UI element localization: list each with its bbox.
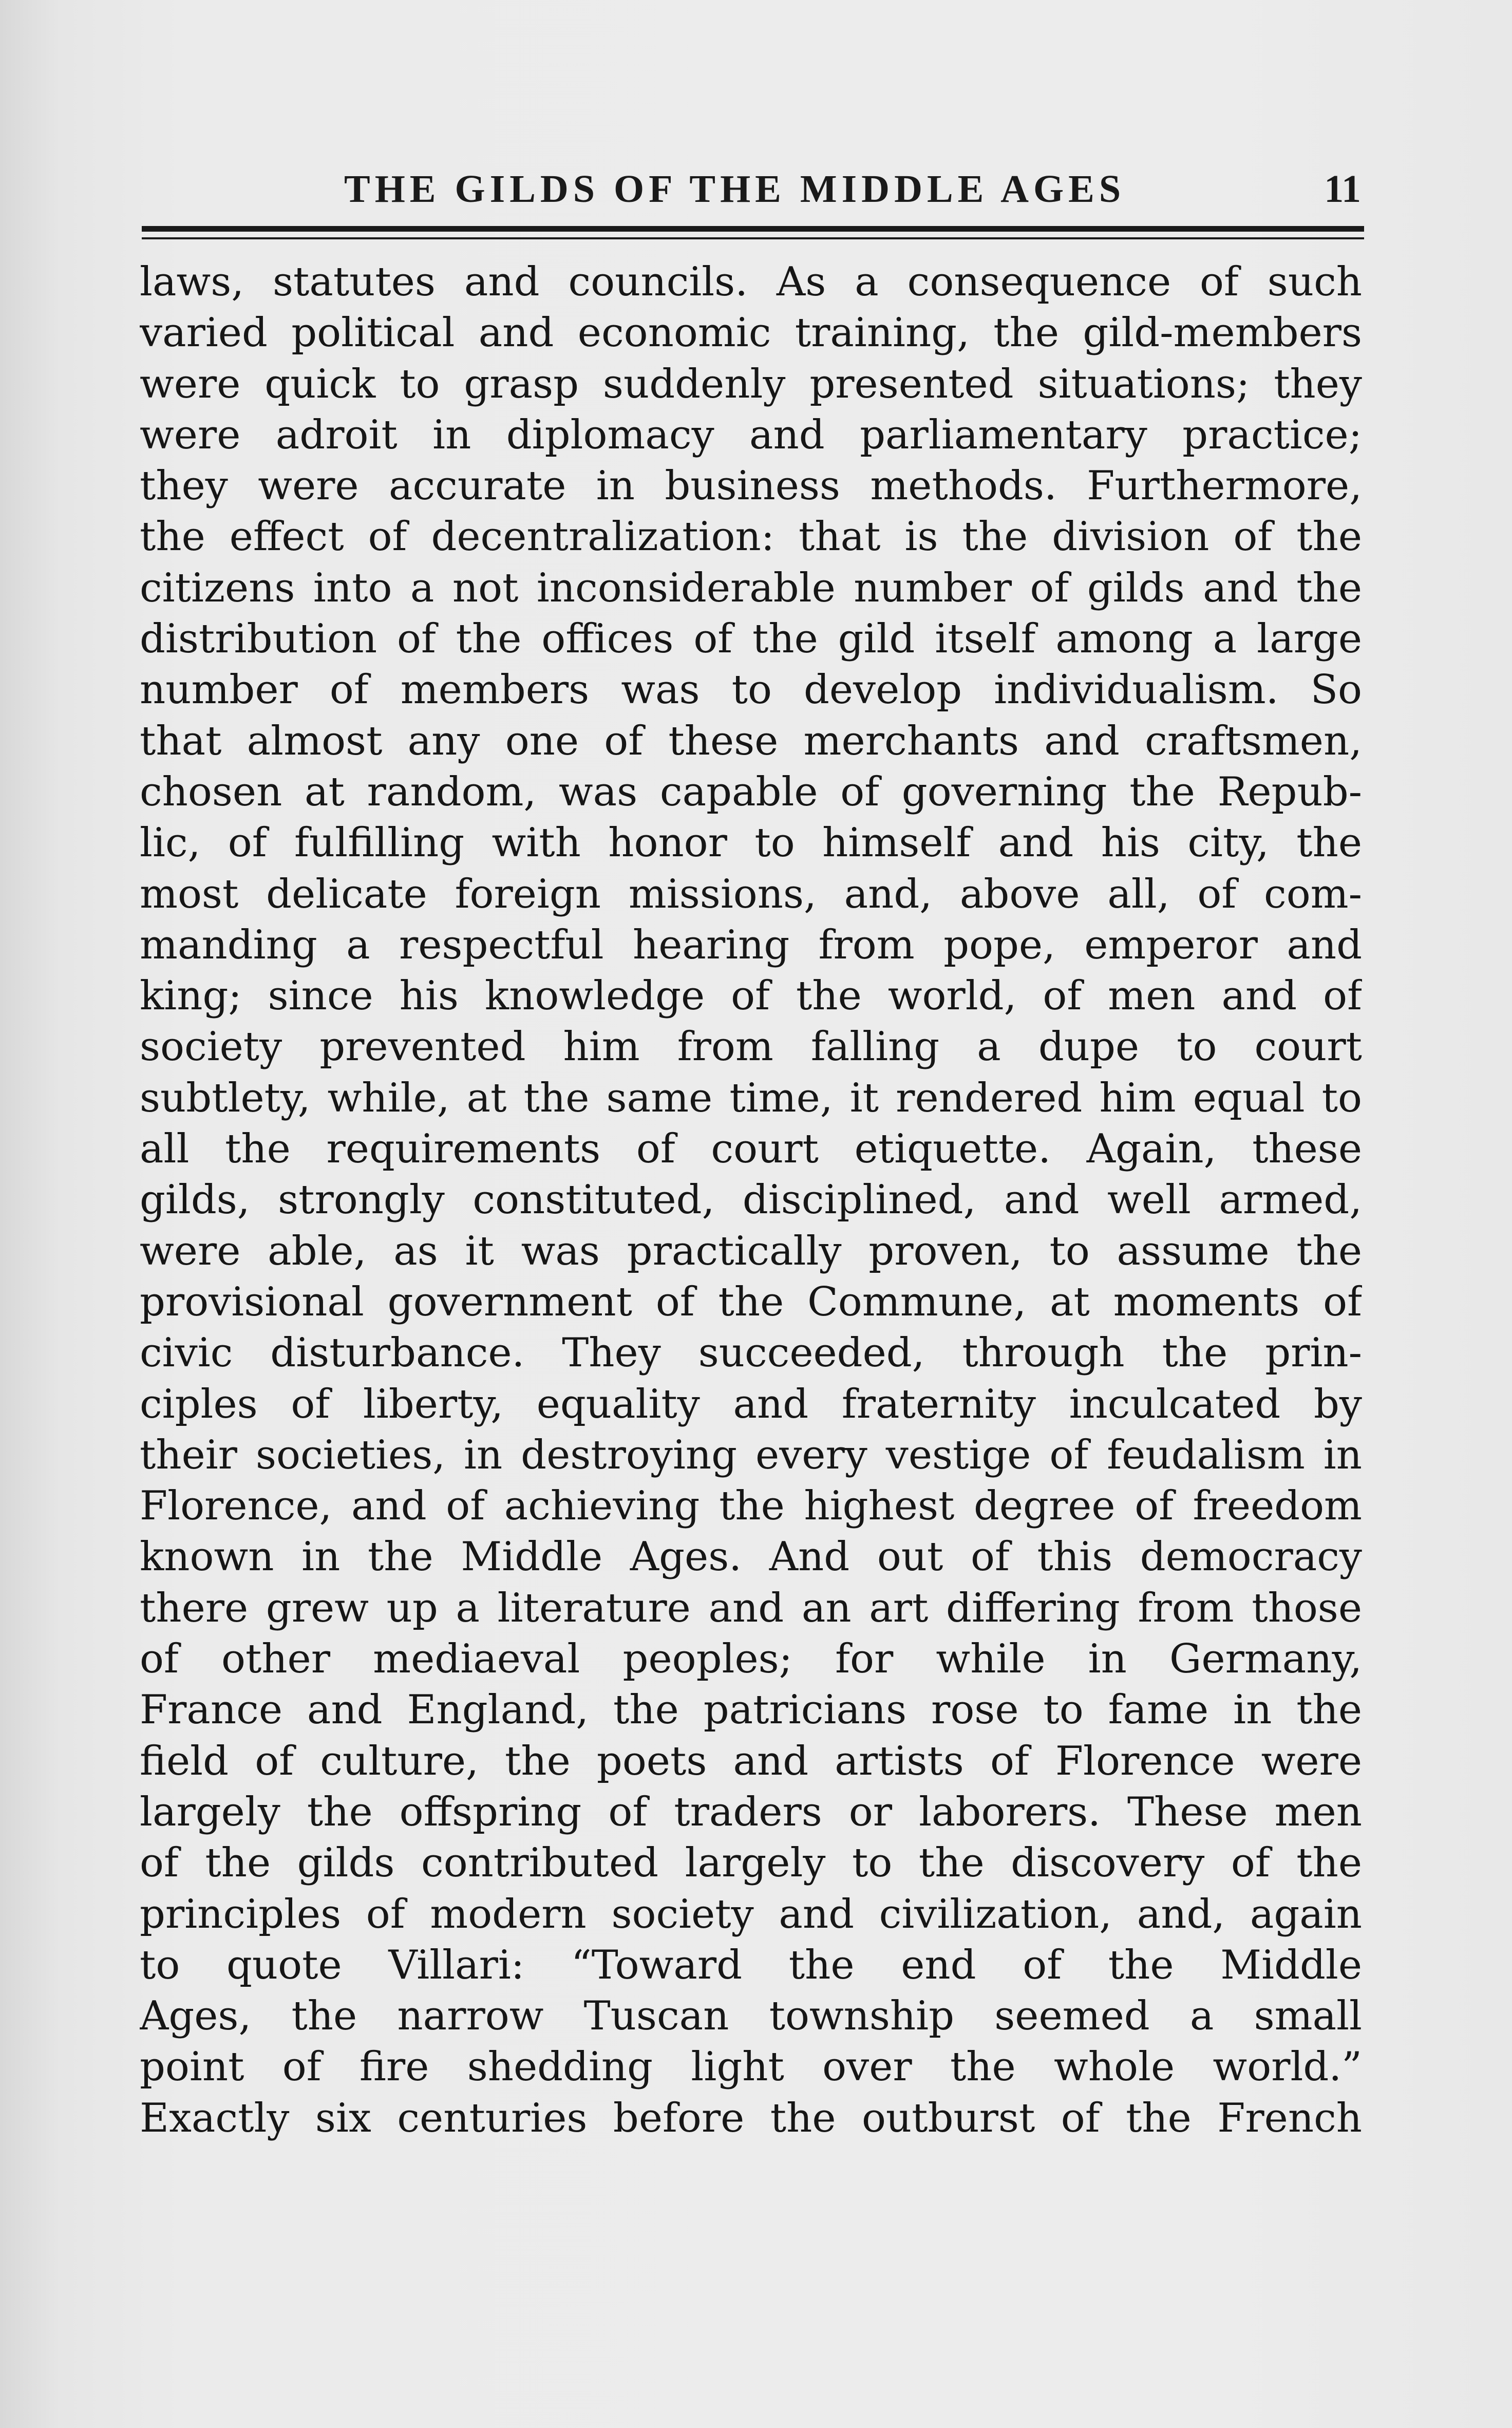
running-head [139,163,1361,215]
body-text [140,257,1362,2144]
text-line: gilds, strongly constituted, disciplined, and well armed, [140,1177,1362,1224]
text-line: Ages, the narrow Tuscan township seemed a small [140,1993,1362,2040]
text-line: there grew up a literature and an art differing from those [140,1585,1362,1631]
text-line: citizens into a not inconsiderable number of gilds and the [140,564,1362,611]
text-line: subtlety, while, at the same time, it rendered him equal to [140,1075,1362,1121]
text-line: lic, of fulfilling with honor to himself and his city, the [140,820,1362,867]
text-line: were quick to grasp suddenly presented situations; they [140,361,1362,407]
text-line: principles of modern society and civilization, and, again [140,1891,1362,1937]
text-line: they were accurate in business methods. Furthermore, [140,463,1362,510]
text-line: chosen at random, was capable of governing the Repub- [140,768,1362,815]
text-line: Exactly six centuries before the outburst of the French [140,2095,1362,2141]
text-line: France and England, the patricians rose to fame in the [140,1687,1362,1734]
text-line: were adroit in diplomacy and parliamentary practice; [140,411,1362,458]
text-line: the effect of decentralization: that is the division of the [140,514,1362,560]
text-line: were able, as it was practically proven, to assume the [140,1228,1362,1274]
text-line: society prevented him from falling a dupe to court [140,1024,1362,1070]
text-line: their societies, in destroying every vestige of feudalism in [140,1432,1362,1478]
text-line: varied political and economic training, the gild-members [140,310,1362,356]
text-line: laws, statutes and councils. As a consequence of such [140,259,1362,305]
text-line: that almost any one of these merchants and craftsmen, [140,718,1362,764]
text-line: manding a respectful hearing from pope, emperor and [140,921,1362,968]
text-line: field of culture, the poets and artists of Florence were [140,1738,1362,1784]
text-line: all the requirements of court etiquette. Again, these [140,1126,1362,1173]
running-title: THE GILDS OF THE MIDDLE AGES [344,167,1126,211]
text-line: provisional government of the Commune, at moments of [140,1278,1362,1325]
text-line: civic disturbance. They succeeded, through the prin- [140,1330,1362,1377]
text-line: most delicate foreign missions, and, above all, of com- [140,871,1362,917]
text-line: point of fire shedding light over the whole world.” [140,2044,1362,2091]
text-line: to quote Villari: “Toward the end of the Middle [140,1942,1362,1988]
text-line: king; since his knowledge of the world, of men and of [140,973,1362,1020]
page-number: 11 [1324,167,1361,211]
text-line: ciples of liberty, equality and fraternity inculcated by [140,1381,1362,1427]
text-line: number of members was to develop individualism. So [140,667,1362,713]
text-line: known in the Middle Ages. And out of this democracy [140,1534,1362,1580]
text-line: of other mediaeval peoples; for while in Germany, [140,1636,1362,1683]
text-line: Florence, and of achieving the highest degree of freedom [140,1483,1362,1530]
text-line: of the gilds contributed largely to the discovery of the [140,1840,1362,1887]
header-rule [142,226,1364,239]
text-line: distribution of the offices of the gild itself among a large [140,616,1362,663]
text-line: largely the offspring of traders or laborers. These men [140,1789,1362,1835]
